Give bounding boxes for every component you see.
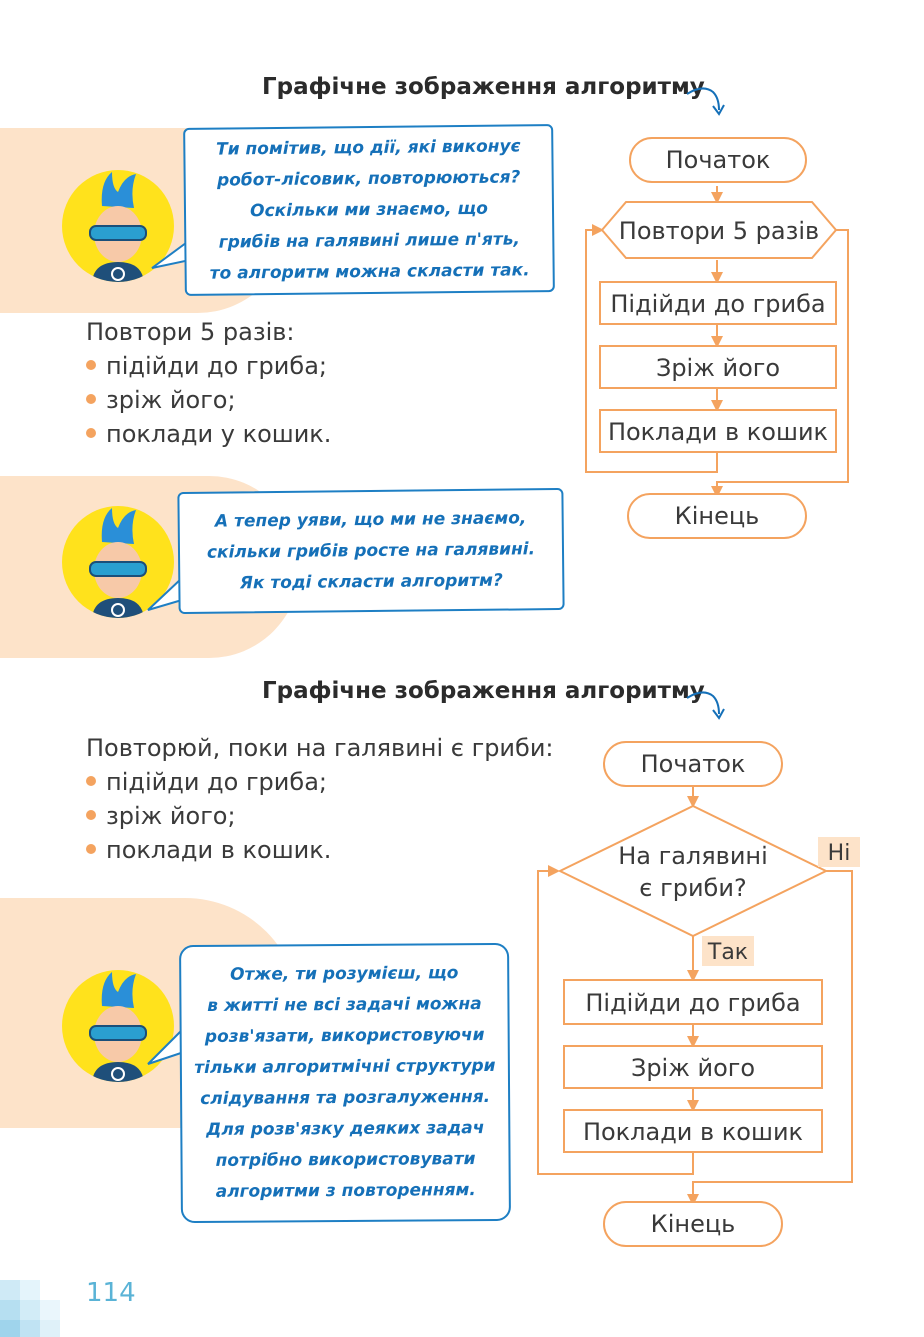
curved-arrow-icon [685,688,729,722]
flowchart-step-label: Зріж його [630,1054,756,1082]
flowchart-yes-label: Так [707,940,749,965]
flowchart-step-label: Підійди до гриба [585,989,801,1017]
flowchart-end-label: Кінець [674,502,760,530]
flowchart-step-label: Зріж його [655,354,781,382]
list-item: підійди до гриба; [86,768,327,796]
section1-heading: Графічне зображення алгоритму [262,74,705,100]
flowchart-step-label: Поклади в кошик [582,1118,804,1146]
section2-heading: Графічне зображення алгоритму [262,678,705,704]
list-item: поклади в кошик. [86,836,331,864]
speech-bubble-3: Отже, ти розумієш, що в житті не всі задачі можна розв'язати, використовуючи тільки алгоритмічні структури слідування та розгалуження. Для розв'язку деяких задач потрібно використовувати алгоритми з повторенням. [179,943,511,1223]
speech-bubble-1: Ти помітив, що дії, які виконує робот-лісовик, повторюються? Оскільки ми знаємо, що грибів на галявині лише п'ять, то алгоритм можна скласти так. [183,124,555,296]
list-item: зріж його; [86,802,236,830]
flowchart-step-label: Підійди до гриба [610,290,826,318]
algorithm-text-1 [86,318,406,458]
flowchart-start-label: Початок [665,146,771,174]
flowchart-step-label: Поклади в кошик [607,418,829,446]
algorithm-text-2 [86,734,566,874]
flowchart-loop-label: Повтори 5 разів [618,217,820,245]
list-item: зріж його; [86,386,236,414]
list-item: поклади у кошик. [86,420,331,448]
page-number: 114 [86,1278,136,1308]
list-item: підійди до гриба; [86,352,327,380]
flowchart-condition [560,806,826,936]
speech-bubble-2: А тепер уяви, що ми не знаємо, скільки грибів росте на галявині. Як тоді скласти алгоритм? [177,488,564,614]
algorithm-title: Повтори 5 разів: [86,318,295,346]
algorithm-title: Повторюй, поки на галявині є гриби: [86,734,554,762]
curved-arrow-icon [685,84,729,118]
flowchart-2 [530,736,870,1256]
flowchart-start-label: Початок [640,750,746,778]
corner-mosaic-decoration [0,1280,60,1337]
flowchart-no-label: Ні [827,841,851,866]
flowchart-condition-label: На галявині [618,842,768,870]
flowchart-end-label: Кінець [650,1210,736,1238]
flowchart-condition-label: є гриби? [639,874,747,902]
flowchart-1 [580,130,860,550]
